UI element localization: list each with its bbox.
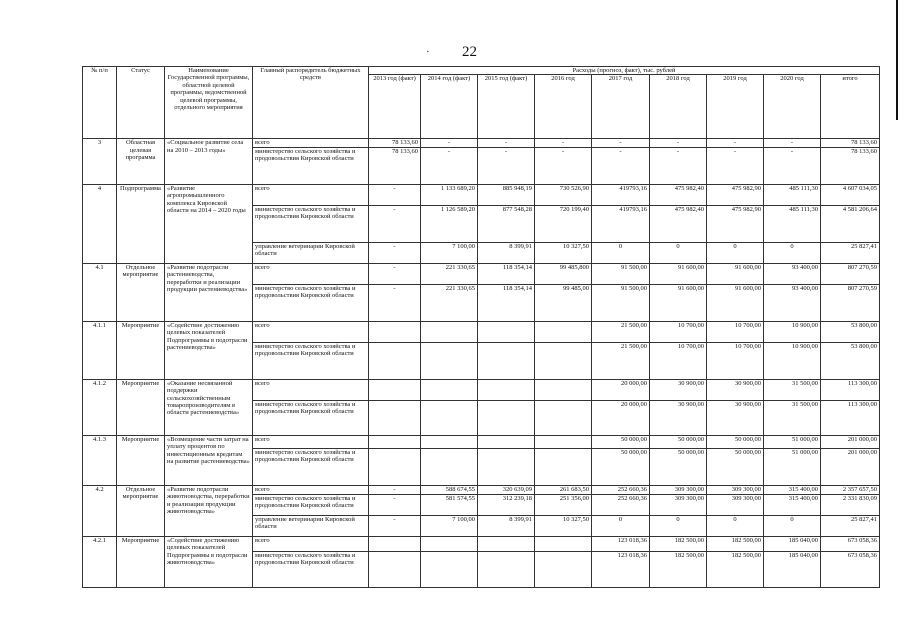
row-number: 4.1.1: [83, 321, 117, 379]
value-cell: 475 982,90: [707, 205, 764, 242]
value-cell: 21 500,00: [592, 342, 650, 379]
table-row: [83, 485, 880, 494]
value-cell: 182 500,00: [650, 536, 707, 551]
value-cell: -: [369, 242, 421, 263]
value-cell: 673 058,36: [821, 551, 880, 587]
value-cell: 99 485,800: [535, 263, 592, 284]
value-cell: 581 574,55: [421, 494, 478, 515]
value-cell: [535, 379, 592, 400]
value-cell: 93 400,00: [764, 284, 821, 321]
value-cell: 50 000,00: [707, 448, 764, 485]
value-cell: [369, 536, 421, 551]
value-cell: 21 500,00: [592, 321, 650, 342]
value-cell: 91 500,00: [592, 263, 650, 284]
value-cell: 118 354,14: [478, 284, 535, 321]
value-cell: [478, 321, 535, 342]
row-name: «Возмещение части затрат на уплату процентов по инвестиционным кредитам на развитие растениеводства»: [165, 435, 253, 485]
value-cell: 1 133 689,20: [421, 184, 478, 205]
value-cell: [478, 342, 535, 379]
value-cell: -: [650, 139, 707, 147]
value-cell: 91 600,00: [650, 284, 707, 321]
value-cell: 0: [592, 242, 650, 263]
row-distributor: всего: [253, 485, 369, 494]
value-cell: 315 400,00: [764, 485, 821, 494]
value-cell: 2 331 830,09: [821, 494, 880, 515]
value-cell: 807 270,59: [821, 263, 880, 284]
row-distributor: министерство сельского хозяйства и продовольствия Кировской области: [253, 147, 369, 184]
row-distributor: всего: [253, 139, 369, 147]
value-cell: [535, 342, 592, 379]
row-distributor: министерство сельского хозяйства и продовольствия Кировской области: [253, 400, 369, 435]
table-row: [83, 263, 880, 284]
value-cell: [369, 551, 421, 587]
row-distributor: всего: [253, 263, 369, 284]
value-cell: 185 040,00: [764, 551, 821, 587]
value-cell: 78 133,60: [821, 139, 880, 147]
value-cell: 0: [707, 242, 764, 263]
value-cell: 221 330,65: [421, 284, 478, 321]
value-cell: 185 040,00: [764, 536, 821, 551]
value-cell: -: [369, 494, 421, 515]
value-cell: 113 300,00: [821, 379, 880, 400]
value-cell: -: [707, 139, 764, 147]
value-cell: 123 018,36: [592, 536, 650, 551]
row-status: Мероприятие: [117, 435, 165, 485]
value-cell: 78 133,60: [369, 147, 421, 184]
value-cell: -: [369, 485, 421, 494]
value-cell: 0: [764, 242, 821, 263]
value-cell: 475 982,40: [650, 205, 707, 242]
value-cell: 182 500,00: [650, 551, 707, 587]
row-status: Подпрограмма: [117, 184, 165, 263]
value-cell: 221 330,65: [421, 263, 478, 284]
value-cell: [369, 435, 421, 448]
row-distributor: министерство сельского хозяйства и продовольствия Кировской области: [253, 342, 369, 379]
value-cell: 123 018,36: [592, 551, 650, 587]
value-cell: 91 600,00: [650, 263, 707, 284]
value-cell: 10 700,00: [707, 342, 764, 379]
value-cell: 91 600,00: [707, 284, 764, 321]
value-cell: 182 500,00: [707, 536, 764, 551]
header-year: 2020 год: [764, 75, 821, 139]
value-cell: 201 000,00: [821, 435, 880, 448]
header-year: 2019 год: [707, 75, 764, 139]
value-cell: 309 300,00: [650, 494, 707, 515]
table-row: [83, 321, 880, 342]
value-cell: 91 500,00: [592, 284, 650, 321]
value-cell: [369, 321, 421, 342]
value-cell: -: [369, 284, 421, 321]
value-cell: -: [478, 139, 535, 147]
value-cell: 485 111,30: [764, 184, 821, 205]
value-cell: -: [707, 147, 764, 184]
value-cell: [535, 551, 592, 587]
value-cell: 10 700,00: [707, 321, 764, 342]
value-cell: [535, 435, 592, 448]
value-cell: 30 900,00: [650, 400, 707, 435]
value-cell: 10 900,00: [764, 342, 821, 379]
value-cell: 309 300,00: [707, 494, 764, 515]
value-cell: -: [478, 147, 535, 184]
table-row: [83, 139, 880, 147]
value-cell: [421, 342, 478, 379]
row-distributor: управление ветеринарии Кировской области: [253, 242, 369, 263]
value-cell: 182 500,00: [707, 551, 764, 587]
value-cell: 78 133,60: [369, 139, 421, 147]
header-year: 2016 год: [535, 75, 592, 139]
value-cell: 0: [650, 242, 707, 263]
value-cell: 2 357 657,50: [821, 485, 880, 494]
value-cell: [535, 448, 592, 485]
value-cell: 25 827,41: [821, 242, 880, 263]
expenses-table: [82, 66, 880, 588]
value-cell: 51 000,00: [764, 435, 821, 448]
header-year: 2017 год: [592, 75, 650, 139]
header-distributor: Главный распорядитель бюджетных средств: [253, 67, 369, 139]
value-cell: 4 581 206,64: [821, 205, 880, 242]
value-cell: -: [369, 263, 421, 284]
header-year: 2015 год (факт): [478, 75, 535, 139]
value-cell: 51 000,00: [764, 448, 821, 485]
value-cell: 7 100,00: [421, 242, 478, 263]
row-distributor: всего: [253, 536, 369, 551]
value-cell: [421, 400, 478, 435]
value-cell: 31 500,00: [764, 379, 821, 400]
value-cell: 78 133,60: [821, 147, 880, 184]
stray-dot: ·: [426, 46, 430, 58]
value-cell: 0: [764, 515, 821, 536]
row-number: 3: [83, 139, 117, 184]
page-number: 22: [462, 44, 477, 60]
value-cell: -: [421, 139, 478, 147]
value-cell: 10 700,00: [650, 321, 707, 342]
value-cell: 10 900,00: [764, 321, 821, 342]
row-distributor: министерство сельского хозяйства и продовольствия Кировской области: [253, 448, 369, 485]
value-cell: [369, 400, 421, 435]
value-cell: [369, 448, 421, 485]
row-distributor: всего: [253, 435, 369, 448]
table-row: [83, 184, 880, 205]
value-cell: 118 354,14: [478, 263, 535, 284]
row-number: 4: [83, 184, 117, 263]
value-cell: [369, 342, 421, 379]
value-cell: 885 948,19: [478, 184, 535, 205]
value-cell: [421, 551, 478, 587]
value-cell: -: [369, 205, 421, 242]
value-cell: [369, 379, 421, 400]
value-cell: 252 660,36: [592, 494, 650, 515]
row-distributor: министерство сельского хозяйства и продовольствия Кировской области: [253, 494, 369, 515]
value-cell: [421, 379, 478, 400]
value-cell: 807 270,59: [821, 284, 880, 321]
value-cell: 312 239,18: [478, 494, 535, 515]
header-name: Наименование Государственной программы, областной целевой программы, ведомственной целевой программы, отдельного мероприятия: [165, 67, 253, 139]
row-distributor: министерство сельского хозяйства и продовольствия Кировской области: [253, 284, 369, 321]
value-cell: 30 900,00: [707, 379, 764, 400]
row-name: «Развитие подотрасли растениеводства, переработки и реализации продукции растениеводства»: [165, 263, 253, 321]
row-name: «Содействие достижению целевых показателей Подпрограммы в подотрасли растениеводства»: [165, 321, 253, 379]
value-cell: 419793,16: [592, 184, 650, 205]
header-year: итого: [821, 75, 880, 139]
value-cell: 877 548,28: [478, 205, 535, 242]
row-name: «Развитие подотрасли животноводства, переработки и реализации продукции животноводства»: [165, 485, 253, 536]
value-cell: 309 300,00: [707, 485, 764, 494]
value-cell: 10 327,50: [535, 242, 592, 263]
value-cell: -: [535, 147, 592, 184]
value-cell: 261 683,50: [535, 485, 592, 494]
value-cell: [535, 536, 592, 551]
row-name: «Оказание несвязанной поддержки сельскохозяйственным товаропроизводителям в области растениеводства»: [165, 379, 253, 435]
value-cell: 50 000,00: [592, 435, 650, 448]
value-cell: 53 800,00: [821, 321, 880, 342]
row-status: Мероприятие: [117, 379, 165, 435]
value-cell: 20 000,00: [592, 400, 650, 435]
value-cell: 50 000,00: [650, 435, 707, 448]
row-number: 4.1.2: [83, 379, 117, 435]
value-cell: 0: [707, 515, 764, 536]
value-cell: [478, 448, 535, 485]
value-cell: [421, 435, 478, 448]
row-status: Мероприятие: [117, 536, 165, 587]
value-cell: 50 000,00: [592, 448, 650, 485]
value-cell: 30 900,00: [650, 379, 707, 400]
value-cell: 25 827,41: [821, 515, 880, 536]
value-cell: 8 399,91: [478, 242, 535, 263]
value-cell: -: [764, 147, 821, 184]
value-cell: [478, 536, 535, 551]
value-cell: 251 356,00: [535, 494, 592, 515]
value-cell: 320 639,09: [478, 485, 535, 494]
value-cell: 50 000,00: [707, 435, 764, 448]
row-number: 4.2: [83, 485, 117, 536]
value-cell: 93 400,00: [764, 263, 821, 284]
value-cell: 30 900,00: [707, 400, 764, 435]
header-year: 2013 год (факт): [369, 75, 421, 139]
value-cell: -: [535, 139, 592, 147]
value-cell: -: [764, 139, 821, 147]
value-cell: 20 000,00: [592, 379, 650, 400]
header-status: Статус: [117, 67, 165, 139]
row-distributor: всего: [253, 379, 369, 400]
row-distributor: управление ветеринарии Кировской области: [253, 515, 369, 536]
row-number: 4.1: [83, 263, 117, 321]
table-row: [83, 379, 880, 400]
value-cell: 99 485,00: [535, 284, 592, 321]
value-cell: [535, 400, 592, 435]
value-cell: 475 982,90: [707, 184, 764, 205]
row-status: Отдельное мероприятие: [117, 485, 165, 536]
value-cell: 91 600,00: [707, 263, 764, 284]
value-cell: 10 327,50: [535, 515, 592, 536]
row-name: «Содействие достижению целевых показателей Подпрограммы в подотрасли животноводства»: [165, 536, 253, 587]
row-name: «Социальное развитие села на 2010 – 2013 годы»: [165, 139, 253, 184]
value-cell: 730 526,90: [535, 184, 592, 205]
value-cell: [421, 321, 478, 342]
value-cell: 475 982,40: [650, 184, 707, 205]
value-cell: 201 000,00: [821, 448, 880, 485]
value-cell: 4 607 034,05: [821, 184, 880, 205]
value-cell: 315 400,00: [764, 494, 821, 515]
value-cell: [478, 400, 535, 435]
header-year: 2018 год: [650, 75, 707, 139]
value-cell: 50 000,00: [650, 448, 707, 485]
value-cell: -: [369, 515, 421, 536]
row-distributor: министерство сельского хозяйства и продовольствия Кировской области: [253, 551, 369, 587]
row-status: Отдельное мероприятие: [117, 263, 165, 321]
row-number: 4.1.3: [83, 435, 117, 485]
table-row: [83, 435, 880, 448]
header-num: № п/п: [83, 67, 117, 139]
value-cell: 485 111,30: [764, 205, 821, 242]
value-cell: 113 300,00: [821, 400, 880, 435]
value-cell: 1 126 589,20: [421, 205, 478, 242]
row-status: Областная целевая программа: [117, 139, 165, 184]
row-distributor: министерство сельского хозяйства и продовольствия Кировской области: [253, 205, 369, 242]
header-row: [83, 67, 880, 75]
value-cell: 0: [592, 515, 650, 536]
row-status: Мероприятие: [117, 321, 165, 379]
value-cell: -: [369, 184, 421, 205]
value-cell: [421, 448, 478, 485]
row-distributor: всего: [253, 184, 369, 205]
value-cell: [478, 551, 535, 587]
header-year: 2014 год (факт): [421, 75, 478, 139]
row-name: «Развитие агропромышленного комплекса Кировской области на 2014 – 2020 годы: [165, 184, 253, 263]
value-cell: 720 199,40: [535, 205, 592, 242]
value-cell: [535, 321, 592, 342]
row-number: 4.2.1: [83, 536, 117, 587]
value-cell: 53 800,00: [821, 342, 880, 379]
value-cell: 8 399,91: [478, 515, 535, 536]
value-cell: [478, 379, 535, 400]
value-cell: -: [592, 147, 650, 184]
value-cell: [421, 536, 478, 551]
value-cell: 7 100,00: [421, 515, 478, 536]
value-cell: 31 500,00: [764, 400, 821, 435]
value-cell: 309 300,00: [650, 485, 707, 494]
value-cell: 588 674,55: [421, 485, 478, 494]
value-cell: 673 058,36: [821, 536, 880, 551]
header-expenses: Расходы (прогноз, факт), тыс. рублей: [369, 67, 880, 75]
value-cell: 0: [650, 515, 707, 536]
value-cell: -: [592, 139, 650, 147]
value-cell: 252 660,36: [592, 485, 650, 494]
table-row: [83, 536, 880, 551]
value-cell: -: [650, 147, 707, 184]
value-cell: 10 700,00: [650, 342, 707, 379]
scan-edge-mark: [896, 0, 898, 120]
value-cell: -: [421, 147, 478, 184]
row-distributor: всего: [253, 321, 369, 342]
value-cell: [478, 435, 535, 448]
value-cell: 419793,16: [592, 205, 650, 242]
